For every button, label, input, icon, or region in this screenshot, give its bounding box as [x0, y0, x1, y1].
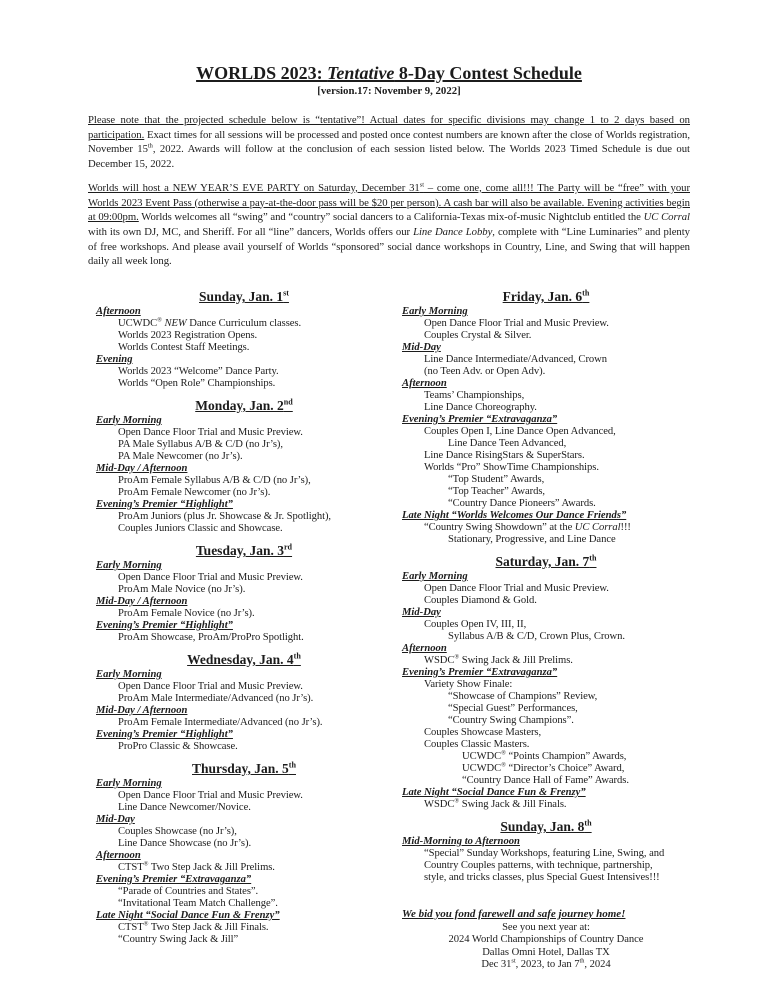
- schedule-column-right: [402, 289, 690, 972]
- schedule-item: Variety Show Finale:: [424, 679, 513, 691]
- day-header: Thursday, Jan. 5th: [192, 760, 296, 777]
- day-section: [96, 761, 392, 946]
- schedule-item: Couples Showcase Masters,: [424, 727, 542, 739]
- session-heading: Early Morning: [402, 571, 468, 583]
- day-section: [96, 652, 392, 753]
- session-heading: Afternoon: [402, 378, 447, 390]
- schedule-item: ProAm Female Newcomer (no Jr’s).: [118, 487, 271, 499]
- schedule-item: PA Male Syllabus A/B & C/D (no Jr’s),: [118, 439, 283, 451]
- schedule-item: ProAm Female Intermediate/Advanced (no Jr’s).: [118, 717, 323, 729]
- schedule-item: “Top Student” Awards,: [448, 474, 545, 486]
- schedule-item: ProAm Juniors (plus Jr. Showcase & Jr. Spotlight),: [118, 511, 332, 523]
- closing-block: [402, 908, 690, 972]
- day-section: [96, 543, 392, 644]
- schedule-item: Line Dance RisingStars & SuperStars.: [424, 450, 585, 462]
- schedule-item: Worlds 2023 “Welcome” Dance Party.: [118, 366, 279, 378]
- schedule-item: Syllabus A/B & C/D, Crown Plus, Crown.: [448, 631, 625, 643]
- session-heading: Mid-Day / Afternoon: [96, 463, 188, 475]
- schedule-item: “Invitational Team Match Challenge”.: [118, 898, 278, 910]
- schedule-item: Couples Showcase (no Jr’s),: [118, 826, 237, 838]
- session-heading: Evening: [96, 354, 133, 366]
- schedule-item: PA Male Newcomer (no Jr’s).: [118, 451, 243, 463]
- schedule-item: Line Dance Showcase (no Jr’s).: [118, 838, 252, 850]
- session-heading: Early Morning: [96, 778, 162, 790]
- session-heading: Late Night “Social Dance Fun & Frenzy”: [96, 910, 280, 922]
- schedule-item: Teams’ Championships,: [424, 390, 525, 402]
- closing-line: 2024 World Championships of Country Dance: [448, 934, 644, 946]
- day-section: [402, 554, 690, 811]
- session-heading: Afternoon: [402, 643, 447, 655]
- schedule-item: Open Dance Floor Trial and Music Preview.: [424, 583, 609, 595]
- closing-line: Dec 31st, 2023, to Jan 7th, 2024: [481, 957, 611, 971]
- day-header: Sunday, Jan. 1st: [199, 288, 289, 305]
- schedule-item: Couples Open IV, III, II,: [424, 619, 527, 631]
- session-heading: Mid-Day: [402, 607, 441, 619]
- schedule-item: Couples Crystal & Silver.: [424, 330, 532, 342]
- session-heading: Mid-Day: [402, 342, 441, 354]
- closing-line: Dallas Omni Hotel, Dallas TX: [482, 946, 610, 958]
- schedule-item: ProAm Showcase, ProAm/ProPro Spotlight.: [118, 632, 304, 644]
- schedule-columns: [88, 289, 690, 972]
- session-heading: Early Morning: [96, 560, 162, 572]
- intro-paragraph-2: Worlds will host a NEW YEAR’S EVE PARTY on Saturday, December 31st – come one, come all!!! The Party will be “free” with your Worlds 2023 Event Pass (otherwise a pay-at-the-door pass will be $20 per person). A cash bar will also be available. Evening activities begin at 09:00pm. Worlds welcomes all “swing” and “country” social dancers to a California-Texas mix-of-music Nightclub entitled the UC Corral with its own DJ, MC, and Sheriff. For all “line” dancers, Worlds offers our Line Dance Lobby, complete with “Line Luminaries” and plenty of free workshops. And please avail yourself of Worlds “sponsored” social dance workshops in Country, Line, and Swing that will happen daily all week long.: [88, 181, 690, 268]
- session-heading: Evening’s Premier “Highlight”: [96, 620, 233, 632]
- session-heading: Mid-Morning to Afternoon: [402, 836, 520, 848]
- schedule-item: Line Dance Intermediate/Advanced, Crown: [424, 354, 607, 366]
- title-prefix: WORLDS 2023:: [196, 63, 328, 83]
- session-heading: Mid-Day / Afternoon: [96, 705, 188, 717]
- title-suffix: 8-Day Contest Schedule: [394, 63, 582, 83]
- schedule-item: “Top Teacher” Awards,: [448, 486, 545, 498]
- schedule-item: UCWDC® “Director’s Choice” Award,: [462, 761, 625, 775]
- schedule-item: “Special Guest” Performances,: [448, 703, 578, 715]
- schedule-item: “Country Swing Jack & Jill”: [118, 934, 239, 946]
- schedule-item: Open Dance Floor Trial and Music Preview.: [118, 681, 303, 693]
- day-section: [402, 289, 690, 546]
- session-heading: Evening’s Premier “Extravaganza”: [402, 414, 558, 426]
- schedule-item: UCWDC® “Points Champion” Awards,: [462, 749, 627, 763]
- session-heading: Evening’s Premier “Extravaganza”: [96, 874, 252, 886]
- schedule-item: “Country Swing Showdown” at the UC Corral!!!: [424, 522, 631, 534]
- schedule-item: Open Dance Floor Trial and Music Preview.: [118, 790, 303, 802]
- day-header: Saturday, Jan. 7th: [495, 553, 597, 570]
- schedule-item: (no Teen Adv. or Open Adv).: [424, 366, 546, 378]
- schedule-item: Line Dance Teen Advanced,: [448, 438, 567, 450]
- schedule-item: “Parade of Countries and States”.: [118, 886, 259, 898]
- schedule-item: “Country Dance Hall of Fame” Awards.: [462, 775, 629, 787]
- schedule-item: “Special” Sunday Workshops, featuring Line, Swing, and: [424, 848, 665, 860]
- schedule-item: Couples Open I, Line Dance Open Advanced,: [424, 426, 616, 438]
- schedule-item: Couples Juniors Classic and Showcase.: [118, 523, 283, 535]
- schedule-item: Line Dance Choreography.: [424, 402, 537, 414]
- schedule-item: “Country Dance Pioneers” Awards.: [448, 498, 596, 510]
- schedule-item: Worlds 2023 Registration Opens.: [118, 330, 258, 342]
- day-header: Monday, Jan. 2nd: [195, 397, 293, 414]
- day-section: [96, 398, 392, 535]
- session-heading: Late Night “Worlds Welcomes Our Dance Friends”: [402, 510, 627, 522]
- schedule-item: CTST® Two Step Jack & Jill Prelims.: [118, 860, 275, 874]
- session-heading: Mid-Day: [96, 814, 135, 826]
- session-heading: Evening’s Premier “Extravaganza”: [402, 667, 558, 679]
- schedule-item: CTST® Two Step Jack & Jill Finals.: [118, 920, 269, 934]
- schedule-item: UCWDC® NEW Dance Curriculum classes.: [118, 316, 302, 330]
- schedule-item: ProAm Male Novice (no Jr’s).: [118, 584, 246, 596]
- farewell-line: We bid you fond farewell and safe journey home!: [402, 908, 626, 921]
- schedule-item: style, and tricks classes, plus Special Guest Intensives!!!: [424, 872, 660, 884]
- schedule-item: ProAm Female Syllabus A/B & C/D (no Jr’s),: [118, 475, 311, 487]
- schedule-item: Country Couples patterns, with technique, partnership,: [424, 860, 653, 872]
- schedule-item: Stationary, Progressive, and Line Dance: [448, 534, 616, 546]
- schedule-item: Open Dance Floor Trial and Music Preview.: [118, 572, 303, 584]
- schedule-item: ProAm Female Novice (no Jr’s).: [118, 608, 255, 620]
- session-heading: Afternoon: [96, 306, 141, 318]
- schedule-item: Worlds “Pro” ShowTime Championships.: [424, 462, 599, 474]
- version-line: [version.17: November 9, 2022]: [317, 85, 461, 97]
- schedule-column-left: [96, 289, 392, 946]
- schedule-item: Worlds “Open Role” Championships.: [118, 378, 276, 390]
- schedule-item: Line Dance Newcomer/Novice.: [118, 802, 251, 814]
- closing-line: See you next year at:: [502, 921, 590, 933]
- session-heading: Early Morning: [96, 669, 162, 681]
- schedule-item: ProAm Male Intermediate/Advanced (no Jr’s).: [118, 693, 314, 705]
- session-heading: Afternoon: [96, 850, 141, 862]
- session-heading: Late Night “Social Dance Fun & Frenzy”: [402, 787, 586, 799]
- day-header: Sunday, Jan. 8th: [500, 818, 592, 835]
- schedule-item: WSDC® Swing Jack & Jill Prelims.: [424, 653, 573, 667]
- day-header: Tuesday, Jan. 3rd: [195, 542, 293, 559]
- schedule-item: “Showcase of Champions” Review,: [448, 691, 598, 703]
- schedule-item: “Country Swing Champions”.: [448, 715, 574, 727]
- schedule-item: WSDC® Swing Jack & Jill Finals.: [424, 797, 567, 811]
- schedule-item: Couples Classic Masters.: [424, 739, 530, 751]
- session-heading: Mid-Day / Afternoon: [96, 596, 188, 608]
- session-heading: Early Morning: [96, 415, 162, 427]
- schedule-item: Open Dance Floor Trial and Music Preview.: [118, 427, 303, 439]
- schedule-item: Couples Diamond & Gold.: [424, 595, 537, 607]
- day-header: Friday, Jan. 6th: [502, 288, 590, 305]
- session-heading: Evening’s Premier “Highlight”: [96, 499, 233, 511]
- title-emphasis: Tentative: [327, 63, 395, 83]
- page-title: [88, 62, 690, 84]
- session-heading: Early Morning: [402, 306, 468, 318]
- day-header: Wednesday, Jan. 4th: [187, 651, 301, 668]
- day-section: [402, 819, 690, 884]
- schedule-item: ProPro Classic & Showcase.: [118, 741, 238, 753]
- session-heading: Evening’s Premier “Highlight”: [96, 729, 233, 741]
- schedule-item: Worlds Contest Staff Meetings.: [118, 342, 250, 354]
- intro-paragraph-1: Please note that the projected schedule below is “tentative”! Actual dates for specific divisions may change 1 to 2 days based on participation. Exact times for all sessions will be processed and posted once contest numbers are known after the close of Worlds registration, November 15th, 2022. Awards will follow at the conclusion of each session listed below. The Worlds 2023 Timed Schedule is due out December 15, 2022.: [88, 114, 690, 171]
- schedule-item: Open Dance Floor Trial and Music Preview.: [424, 318, 609, 330]
- day-section: [96, 289, 392, 390]
